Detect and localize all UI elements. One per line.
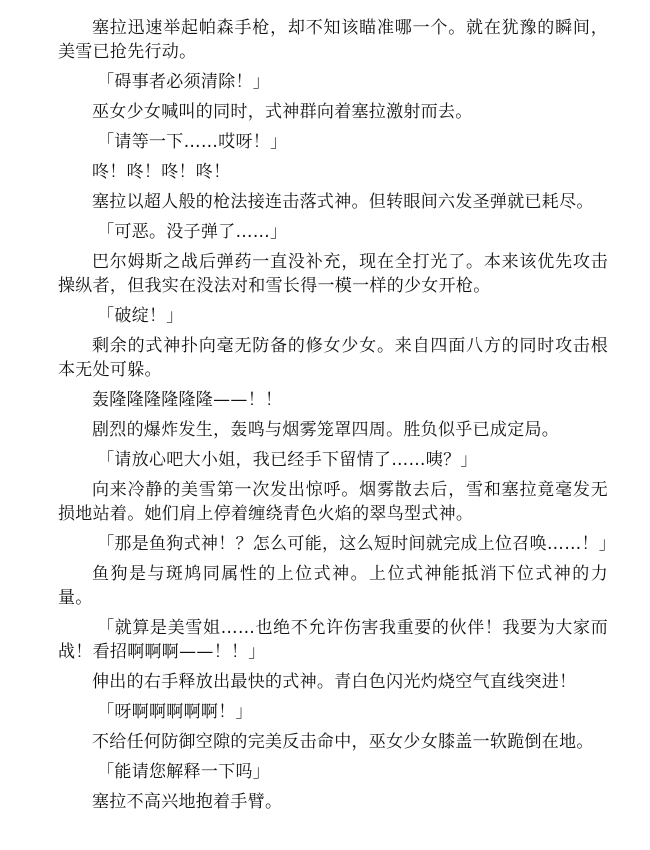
narration-paragraph: 向来冷静的美雪第一次发出惊呼。烟雾散去后，雪和塞拉竟毫发无损地站着。她们肩上停着缠绕青色火焰的翠鸟型式神。 — [58, 480, 608, 524]
narration-paragraph: 轰隆隆隆隆隆隆——！！ — [92, 390, 283, 410]
narration-paragraph: 塞拉迅速举起帕森手枪，却不知该瞄准哪一个。就在犹豫的瞬间，美雪已抢先行动。 — [58, 18, 608, 62]
narration-paragraph: 巫女少女喊叫的同时，式神群向着塞拉激射而去。 — [92, 102, 473, 122]
dialogue-paragraph: 「就算是美雪姐……也绝不允许伤害我重要的伙伴！我要为大家而战！看招啊啊啊——！！」 — [58, 618, 608, 662]
dialogue-paragraph: 「请等一下……哎呀！」 — [97, 132, 288, 152]
dialogue-paragraph: 「呀啊啊啊啊啊！」 — [97, 702, 253, 722]
narration-paragraph: 塞拉不高兴地抱着手臂。 — [92, 792, 283, 812]
narration-paragraph: 剩余的式神扑向毫无防备的修女少女。来自四面八方的同时攻击根本无处可躲。 — [58, 336, 608, 380]
document-page — [58, 16, 617, 820]
dialogue-paragraph: 「可恶。没子弹了……」 — [97, 222, 288, 242]
dialogue-paragraph: 「碍事者必须清除！」 — [97, 72, 271, 92]
dialogue-paragraph: 「请放心吧大小姐，我已经手下留情了……咦？」 — [97, 450, 478, 470]
dialogue-paragraph: 「破绽！」 — [97, 306, 184, 326]
narration-paragraph: 鱼狗是与斑鸠同属性的上位式神。上位式神能抵消下位式神的力量。 — [58, 564, 608, 608]
narration-paragraph: 咚！咚！咚！咚！ — [92, 162, 231, 182]
narration-paragraph: 剧烈的爆炸发生，轰鸣与烟雾笼罩四周。胜负似乎已成定局。 — [92, 420, 560, 440]
narration-paragraph: 塞拉以超人般的枪法接连击落式神。但转眼间六发圣弹就已耗尽。 — [92, 192, 594, 212]
dialogue-paragraph: 「能请您解释一下吗」 — [97, 762, 271, 782]
dialogue-paragraph: 「那是鱼狗式神！？怎么可能，这么短时间就完成上位召唤……！」 — [97, 534, 617, 554]
narration-paragraph: 伸出的右手释放出最快的式神。青白色闪光灼烧空气直线突进！ — [92, 672, 577, 692]
narration-paragraph: 巴尔姆斯之战后弹药一直没补充，现在全打光了。本来该优先攻击操纵者，但我实在没法对和雪长得一模一样的少女开枪。 — [58, 252, 608, 296]
narration-paragraph: 不给任何防御空隙的完美反击命中，巫女少女膝盖一软跪倒在地。 — [92, 732, 594, 752]
